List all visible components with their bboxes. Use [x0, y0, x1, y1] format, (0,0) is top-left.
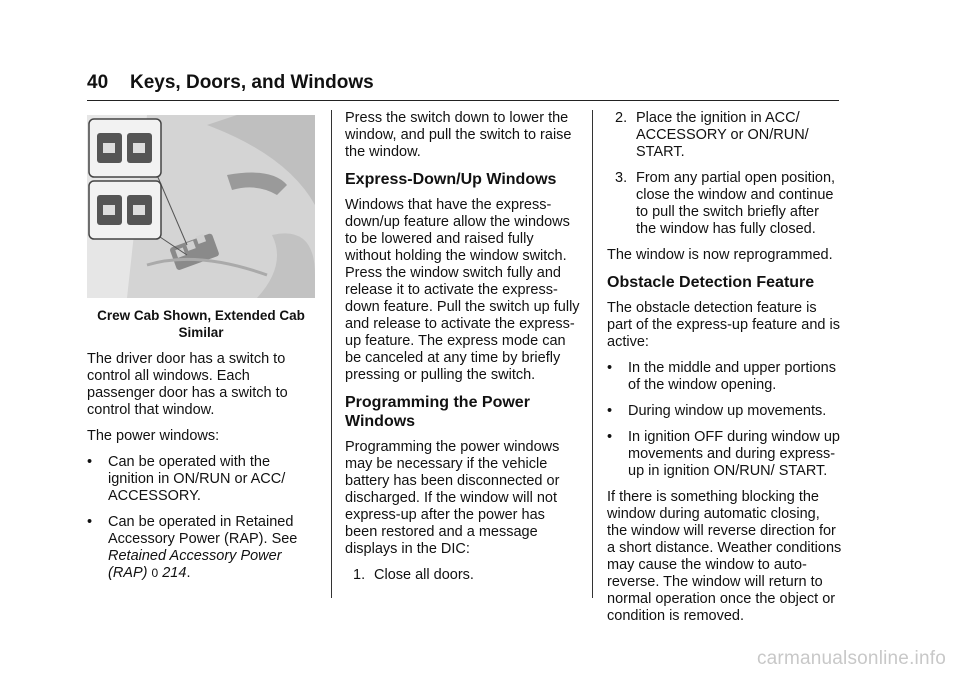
- step-text: Close all doors.: [374, 567, 474, 583]
- heading-programming: Programming the Power Windows: [345, 394, 530, 430]
- step-text: From any partial open position, close the window and continue to pull the switch briefly after the window has fully closed.: [636, 170, 836, 237]
- blocking-paragraph: If there is something blocking the window during automatic closing, the window will reverse direction for a short distance. Weather conditions may cause the window to auto-reverse. The window will return to normal operation once the object or condition is removed.: [607, 489, 842, 624]
- bullet-end: .: [186, 565, 191, 581]
- list-item: [607, 403, 842, 420]
- window-switch-figure: [87, 115, 315, 298]
- bullet-text: During window up movements.: [628, 403, 827, 419]
- heading-obstacle: Obstacle Detection Feature: [607, 274, 815, 291]
- column-divider: [592, 110, 593, 598]
- bullet-icon: •: [607, 403, 613, 419]
- column-left: [87, 110, 315, 591]
- rap-reference-link[interactable]: Retained Accessory Power (RAP): [108, 548, 282, 581]
- bullet-text: Can be operated in Retained Accessory Power (RAP). See: [108, 514, 298, 547]
- step-number: 1.: [353, 567, 366, 583]
- power-windows-intro: The power windows:: [87, 428, 220, 444]
- rap-page-link[interactable]: 214: [162, 565, 187, 581]
- driver-door-paragraph: The driver door has a switch to control all windows. Each passenger door has a switch to control that window.: [87, 351, 288, 418]
- page-header: [87, 72, 839, 102]
- watermark: carmanualsonline.info: [756, 648, 946, 669]
- bullet-text: In ignition OFF during window up movements and during express-up in ignition ON/RUN/ START.: [628, 429, 840, 479]
- list-item: [607, 429, 842, 480]
- step-text: Place the ignition in ACC/ ACCESSORY or ON/RUN/ START.: [636, 110, 809, 160]
- list-item: [87, 454, 315, 505]
- heading-express: Express-Down/Up Windows: [345, 171, 557, 188]
- column-divider: [331, 110, 332, 598]
- bullet-icon: •: [607, 360, 613, 376]
- page-ref-arrow-icon: 0: [151, 566, 159, 580]
- bullet-icon: •: [87, 514, 93, 530]
- list-item: [615, 110, 842, 161]
- column-right: [607, 110, 842, 634]
- bullet-icon: •: [607, 429, 613, 445]
- step-number: 2.: [615, 110, 628, 126]
- reprogrammed-paragraph: The window is now reprogrammed.: [607, 247, 833, 263]
- column-middle: [345, 110, 580, 593]
- section-title: Keys, Doors, and Windows: [130, 72, 374, 93]
- list-item: [615, 170, 842, 238]
- bullet-text: In the middle and upper portions of the window opening.: [628, 360, 836, 393]
- bullet-text: Can be operated with the ignition in ON/RUN or ACC/ ACCESSORY.: [108, 454, 286, 504]
- window-switch-panel-illustration-icon: [87, 115, 315, 298]
- page-number: 40: [87, 72, 109, 93]
- switch-paragraph: Press the switch down to lower the window, and pull the switch to raise the window.: [345, 110, 572, 160]
- list-item: [353, 567, 580, 584]
- header-rule: [87, 100, 839, 101]
- figure-caption: Crew Cab Shown, Extended Cab Similar: [97, 308, 305, 340]
- bullet-icon: •: [87, 454, 93, 470]
- express-paragraph: Windows that have the express-down/up feature allow the windows to be lowered and raised fully without holding the window switch. Press the window switch fully and release it to activate the express-down feature. Pull the switch up fully and release to activate the express-up feature. The express mode can be canceled at any time by briefly pressing or pulling the switch.: [345, 197, 580, 383]
- list-item: [607, 360, 842, 394]
- obstacle-paragraph: The obstacle detection feature is part of the express-up feature and is active:: [607, 300, 840, 350]
- programming-paragraph: Programming the power windows may be necessary if the vehicle battery has been disconnected or discharged. If the window will not express-up after the power has been restored and a message displays in the DIC:: [345, 439, 560, 557]
- list-item: [87, 514, 315, 582]
- step-number: 3.: [615, 170, 628, 186]
